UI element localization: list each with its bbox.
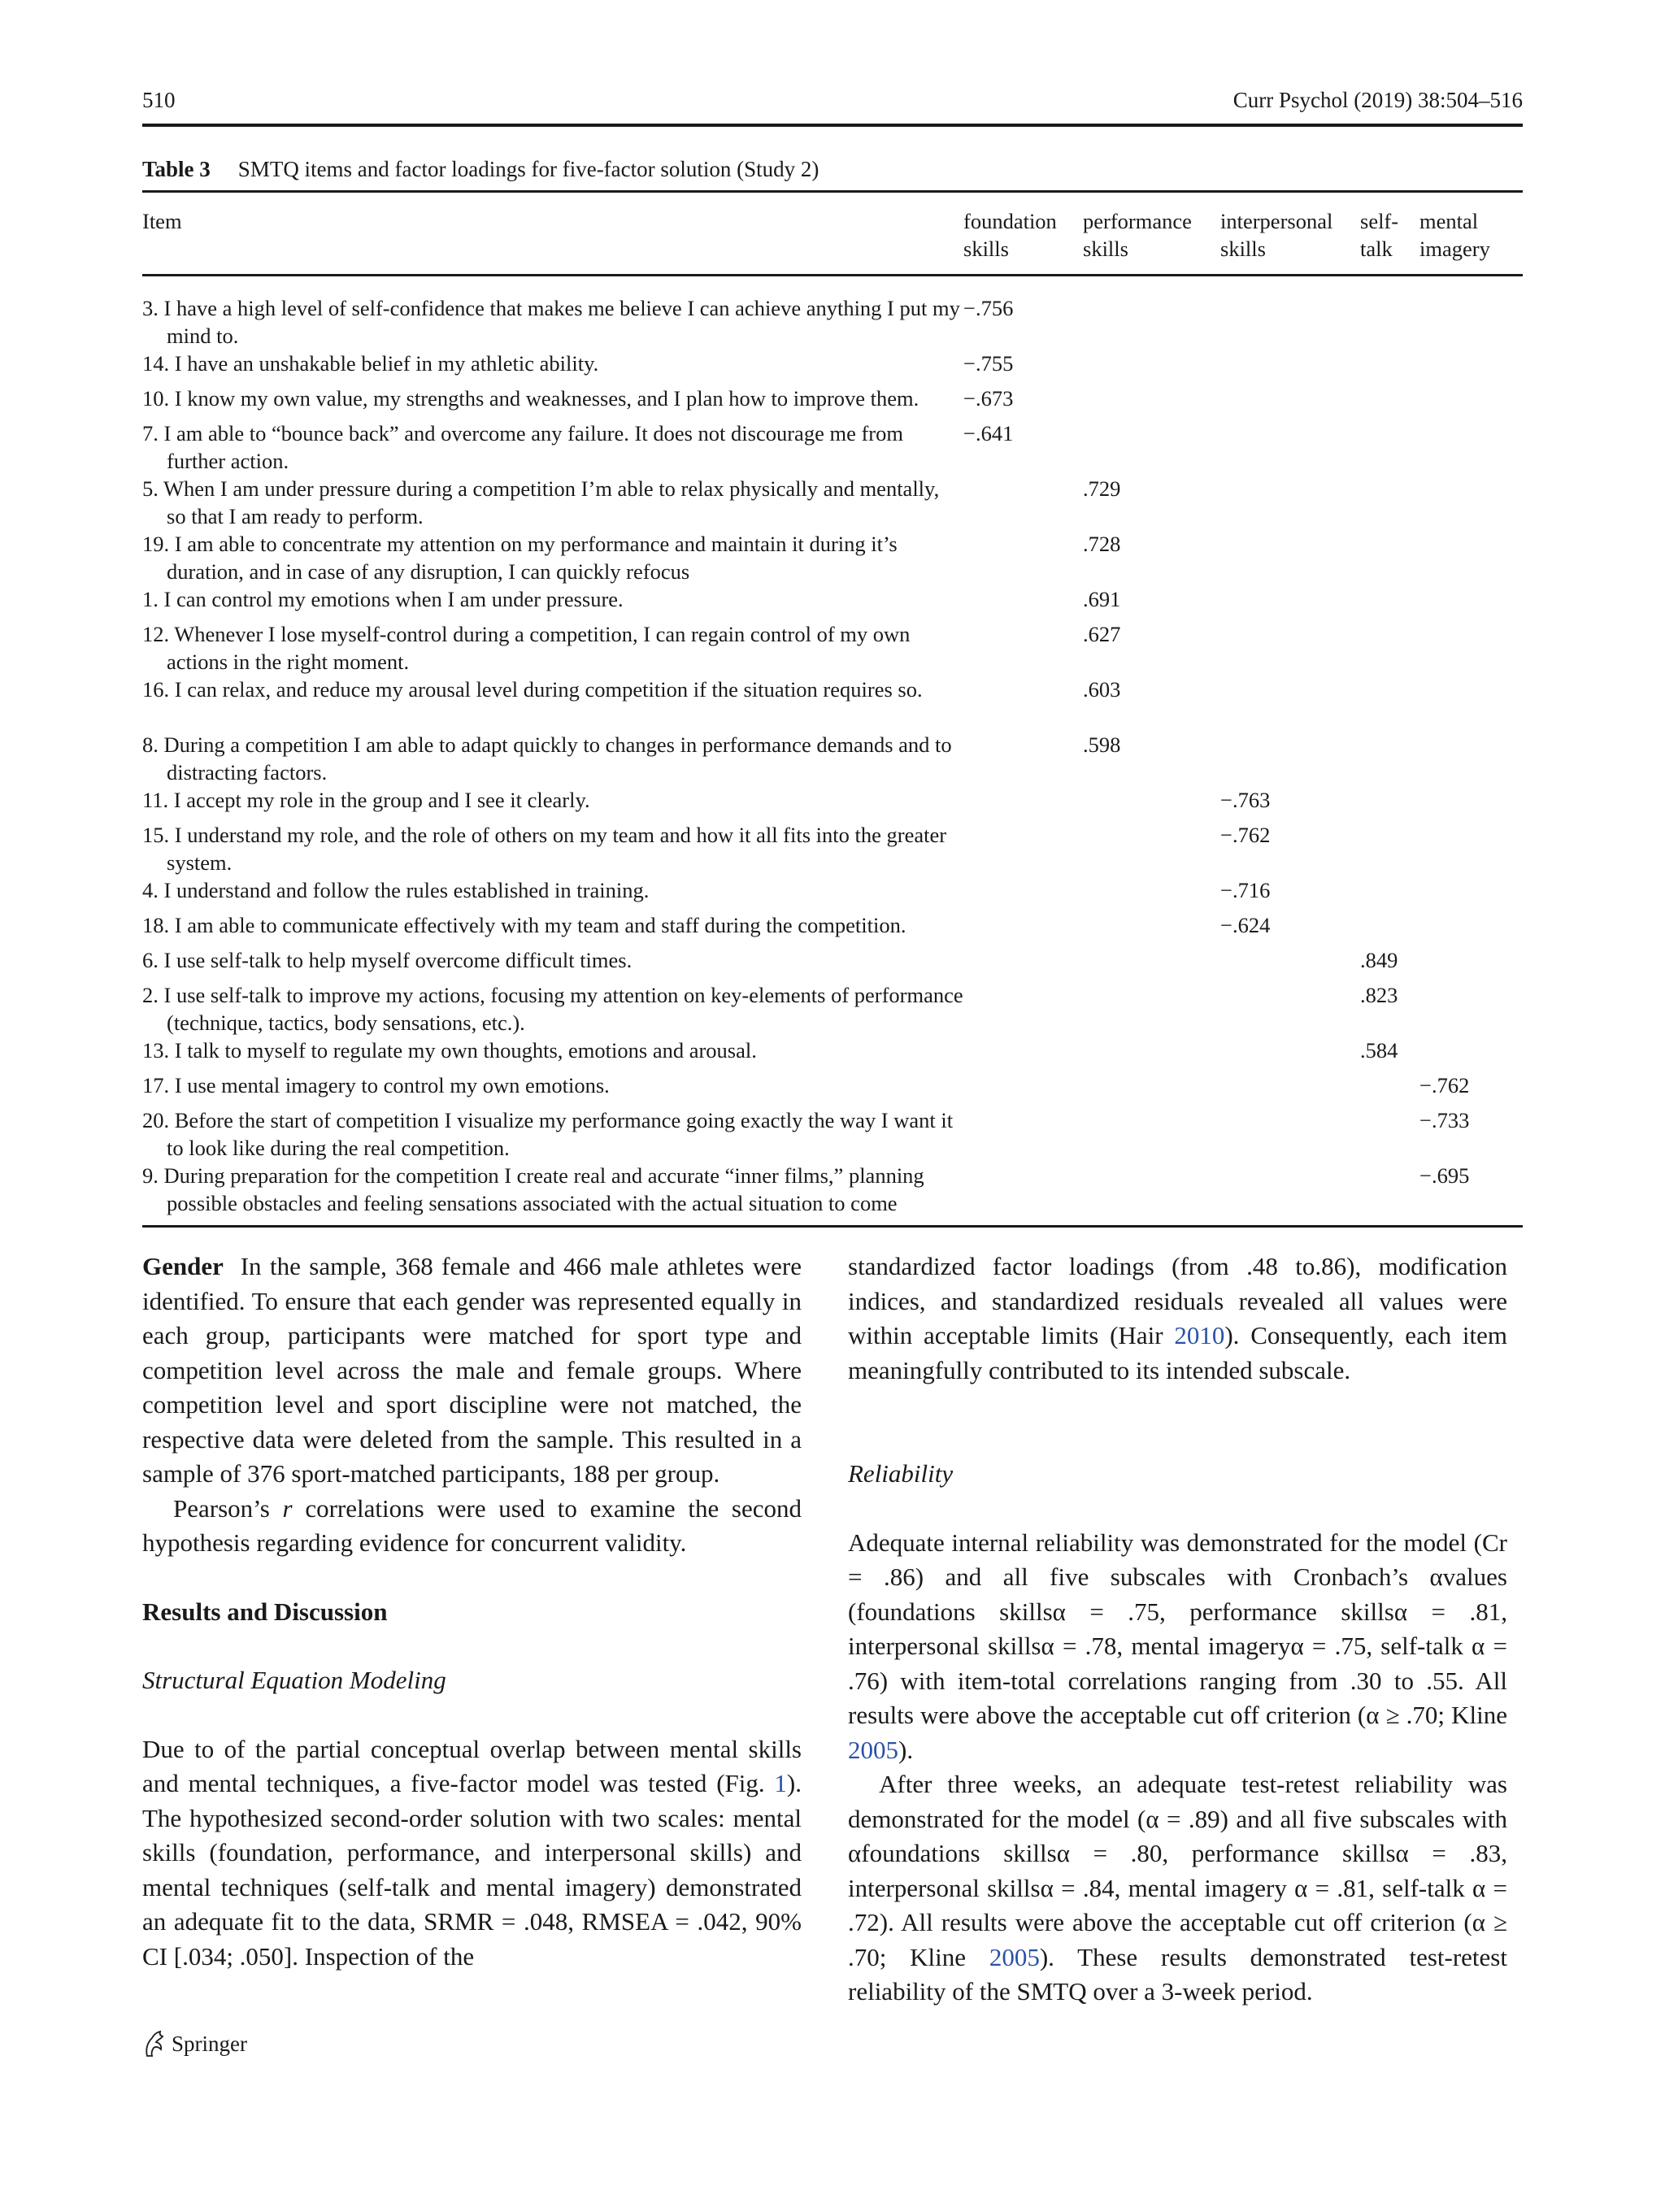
item-cell: 9. During preparation for the competition I create real and accurate “inner films,” planning possible obstacles and feeling sensations associated with the actual situation to come xyxy=(142,1162,963,1227)
table-header-row xyxy=(142,192,1523,276)
item-cell: 4. I understand and follow the rules established in training. xyxy=(142,878,650,902)
loading-cell xyxy=(1419,276,1523,350)
loading-cell xyxy=(1419,911,1523,946)
springer-horse-icon xyxy=(142,2030,167,2058)
item-cell: 18. I am able to communicate effectively with my team and staff during the competition. xyxy=(142,913,906,937)
retest-text-end: ). These results demonstrated test-retest reliability of the SMTQ over a 3-week period. xyxy=(848,1942,1507,2006)
loading-cell xyxy=(1419,585,1523,620)
loading-cell xyxy=(963,620,1083,676)
loading-cell xyxy=(1220,276,1360,350)
loading-cell xyxy=(1083,911,1220,946)
table-row xyxy=(142,585,1523,620)
loading-cell xyxy=(1083,350,1220,385)
table-row xyxy=(142,911,1523,946)
loading-cell xyxy=(1083,1162,1220,1227)
loading-cell xyxy=(963,530,1083,585)
loading-cell xyxy=(1360,419,1419,475)
item-cell: 3. I have a high level of self-confidence that makes me believe I can achieve anything I put my mind to. xyxy=(142,296,960,348)
table-row xyxy=(142,276,1523,350)
table-row xyxy=(142,385,1523,419)
loading-cell xyxy=(1360,475,1419,530)
loading-cell: .627 xyxy=(1083,622,1121,646)
sem-text: Due to of the partial conceptual overlap between mental skills and mental techniques, a five-factor model was tested (Fig. xyxy=(142,1734,802,1797)
loading-cell xyxy=(1419,821,1523,876)
loading-cell: .729 xyxy=(1083,476,1121,501)
table-row xyxy=(142,350,1523,385)
spacer xyxy=(142,1561,802,1595)
loading-cell xyxy=(963,731,1083,786)
table-row xyxy=(142,1106,1523,1162)
loading-cell xyxy=(1419,876,1523,911)
loading-cell xyxy=(1220,1036,1360,1071)
table-row xyxy=(142,530,1523,585)
loading-cell: −.733 xyxy=(1419,1108,1470,1132)
pearson-r: r xyxy=(282,1493,293,1523)
loading-cell xyxy=(1419,786,1523,821)
loading-cell xyxy=(963,876,1083,911)
loading-cell xyxy=(1419,946,1523,981)
sem-text-cont: ). The hypothesized second-order solution with two scales: mental skills (foundation, performance, and interpersonal skills) and mental techniques (self-talk and mental imagery) demonstrated an adequate fit to the data, SRMR = .048, RMSEA = .042, 90% CI [.034; .050]. Inspection of the xyxy=(142,1769,802,1971)
publisher-name: Springer xyxy=(172,2031,247,2056)
loading-cell xyxy=(963,1162,1083,1227)
table-row xyxy=(142,946,1523,981)
loading-cell xyxy=(1360,530,1419,585)
loading-cell: −.762 xyxy=(1220,823,1271,847)
loading-cell xyxy=(963,585,1083,620)
loading-cell xyxy=(1360,1106,1419,1162)
column-header: performance skills xyxy=(1083,192,1220,276)
loading-cell: .728 xyxy=(1083,532,1121,556)
column-header: foundation skills xyxy=(963,192,1083,276)
citation-link-hair[interactable]: 2010 xyxy=(1174,1321,1225,1349)
loading-cell xyxy=(1083,786,1220,821)
loading-cell xyxy=(1360,731,1419,786)
loading-cell xyxy=(1220,530,1360,585)
spacer xyxy=(848,1388,1507,1457)
table-label: Table 3 xyxy=(142,157,211,181)
loading-cell: −.695 xyxy=(1419,1162,1523,1227)
item-cell: 1. I can control my emotions when I am under pressure. xyxy=(142,587,624,611)
loading-cell xyxy=(1220,731,1360,786)
item-cell: 19. I am able to concentrate my attention on my performance and maintain it during it’s duration, and in case of any disruption, I can quickly refocus xyxy=(142,532,898,584)
item-cell: 8. During a competition I am able to adapt quickly to changes in performance demands and to distracting factors. xyxy=(142,732,952,784)
loading-cell: .598 xyxy=(1083,732,1121,757)
loading-cell xyxy=(1360,585,1419,620)
page-number: 510 xyxy=(142,88,176,112)
loading-cell xyxy=(963,1106,1083,1162)
loading-cell xyxy=(1220,1162,1360,1227)
loading-cell xyxy=(1419,385,1523,419)
table-row xyxy=(142,1162,1523,1227)
gender-paragraph xyxy=(142,1249,802,1492)
loading-cell xyxy=(963,981,1083,1036)
column-header: mental imagery xyxy=(1419,192,1523,276)
loading-cell xyxy=(1220,1106,1360,1162)
table-row xyxy=(142,1036,1523,1071)
loading-cell xyxy=(1220,946,1360,981)
citation-link-kline[interactable]: 2005 xyxy=(848,1735,898,1764)
reliability-text-end: ). xyxy=(898,1735,914,1764)
loading-cell xyxy=(1419,350,1523,385)
loading-cell xyxy=(1083,946,1220,981)
item-cell: 20. Before the start of competition I visualize my performance going exactly the way I want it to look like during the real competition. xyxy=(142,1108,954,1160)
loading-cell xyxy=(1360,1162,1419,1227)
loading-cell: .849 xyxy=(1360,948,1398,972)
reliability-paragraph xyxy=(848,1526,1507,1768)
loading-cell: .584 xyxy=(1360,1038,1398,1063)
item-cell: 14. I have an unshakable belief in my athletic ability. xyxy=(142,351,599,376)
pearson-text: Pearson’s xyxy=(173,1493,283,1523)
gender-text: In the sample, 368 female and 466 male athletes were identified. To ensure that each gender was represented equally in each group, participants were matched for sport type and competition level across the male and female groups. Where competition level and sport discipline were not matched, the respective data were deleted from the sample. This resulted in a sample of 376 sport-matched participants, 188 per group. xyxy=(142,1252,802,1488)
item-cell: 11. I accept my role in the group and I see it clearly. xyxy=(142,788,590,812)
loading-cell xyxy=(1419,419,1523,475)
loading-cell: −.641 xyxy=(963,421,1014,445)
table-row xyxy=(142,475,1523,530)
table-row xyxy=(142,676,1523,731)
right-text-column xyxy=(848,1249,1507,2010)
loading-cell xyxy=(1419,981,1523,1036)
loading-cell xyxy=(1360,620,1419,676)
item-cell: 10. I know my own value, my strengths and weaknesses, and I plan how to improve them. xyxy=(142,386,919,411)
loading-cell: −.762 xyxy=(1419,1073,1470,1097)
continued-text: standardized factor loadings (from .48 to.86), modification indices, and standardized residuals revealed all values were within acceptable limits (Hair xyxy=(848,1252,1507,1349)
factor-loadings-table xyxy=(142,190,1523,1228)
table-row xyxy=(142,1071,1523,1106)
loading-cell xyxy=(1083,1071,1220,1106)
loading-cell xyxy=(1419,620,1523,676)
loading-cell xyxy=(1360,821,1419,876)
loading-cell: −.716 xyxy=(1220,878,1271,902)
loading-cell: −.763 xyxy=(1220,788,1271,812)
journal-citation: Curr Psychol (2019) 38:504–516 xyxy=(1232,88,1523,112)
figure-link[interactable]: 1 xyxy=(774,1769,787,1797)
loading-cell xyxy=(1419,731,1523,786)
reliability-heading: Reliability xyxy=(848,1459,954,1488)
pearson-text-cont: correlations were used to examine the second hypothesis regarding evidence for concurrent validity. xyxy=(142,1493,802,1557)
loading-cell xyxy=(1419,530,1523,585)
loading-cell xyxy=(1083,1036,1220,1071)
retest-paragraph xyxy=(848,1767,1507,2010)
loading-cell: .691 xyxy=(1083,587,1121,611)
loading-cell xyxy=(963,946,1083,981)
loading-cell: −.673 xyxy=(963,386,1014,411)
loading-cell xyxy=(1083,385,1220,419)
loading-cell xyxy=(1083,1106,1220,1162)
loading-cell xyxy=(1220,676,1360,731)
loading-cell xyxy=(1360,276,1419,350)
loading-cell xyxy=(1220,350,1360,385)
loading-cell xyxy=(1220,385,1360,419)
loading-cell: −.755 xyxy=(963,351,1014,376)
table-row xyxy=(142,620,1523,676)
loading-cell xyxy=(1220,981,1360,1036)
column-header: Item xyxy=(142,192,963,276)
item-cell: 17. I use mental imagery to control my own emotions. xyxy=(142,1073,610,1097)
reliability-text: Adequate internal reliability was demonstrated for the model (Cr = .86) and all five subscales with Cronbach’s αvalues (foundations skillsα = .75, performance skillsα = .81, interpersonal skillsα = .78, mental imageryα = .75, self-talk α = .76) with item-total correlations ranging from .30 to .55. All results were above the acceptable cut off criterion (α ≥ .70; Kline xyxy=(848,1528,1507,1729)
loading-cell xyxy=(1360,350,1419,385)
item-cell: 12. Whenever I lose myself-control during a competition, I can regain control of my own actions in the right moment. xyxy=(142,622,911,674)
loading-cell xyxy=(1360,786,1419,821)
loading-cell xyxy=(1419,1036,1523,1071)
table-row xyxy=(142,821,1523,876)
sem-paragraph xyxy=(142,1732,802,1975)
loading-cell xyxy=(1220,1071,1360,1106)
publisher-footer xyxy=(142,2030,247,2058)
table-row xyxy=(142,419,1523,475)
column-header: self-talk xyxy=(1360,192,1419,276)
item-cell: 7. I am able to “bounce back” and overcome any failure. It does not discourage me from further action. xyxy=(142,421,903,473)
loading-cell xyxy=(963,821,1083,876)
loading-cell xyxy=(1083,821,1220,876)
loading-cell xyxy=(1360,676,1419,731)
table-caption xyxy=(142,157,819,182)
item-cell: 15. I understand my role, and the role of others on my team and how it all fits into the greater system. xyxy=(142,823,947,875)
loading-cell xyxy=(1083,876,1220,911)
column-header: interpersonal skills xyxy=(1220,192,1360,276)
loading-cell xyxy=(1083,981,1220,1036)
gender-run-in-head: Gender xyxy=(142,1252,224,1280)
left-text-column xyxy=(142,1249,802,1974)
loading-cell xyxy=(963,475,1083,530)
loading-cell: −.756 xyxy=(963,296,1014,320)
loading-cell xyxy=(1419,475,1523,530)
sem-heading: Structural Equation Modeling xyxy=(142,1666,446,1694)
loading-cell xyxy=(963,1071,1083,1106)
item-cell: 13. I talk to myself to regulate my own thoughts, emotions and arousal. xyxy=(142,1038,757,1063)
loading-cell xyxy=(1220,475,1360,530)
loading-cell xyxy=(1360,911,1419,946)
table-row xyxy=(142,876,1523,911)
table-body xyxy=(142,276,1523,1227)
loading-cell: .603 xyxy=(1083,677,1121,702)
results-heading: Results and Discussion xyxy=(142,1597,388,1626)
table-row xyxy=(142,786,1523,821)
continued-text-end: ). Consequently, each item meaningfully contributed to its intended subscale. xyxy=(848,1321,1508,1384)
loading-cell xyxy=(963,1036,1083,1071)
loading-cell xyxy=(963,676,1083,731)
loading-cell xyxy=(1419,676,1523,731)
item-cell: 5. When I am under pressure during a competition I’m able to relax physically and mentally, so that I am ready to perform. xyxy=(142,476,940,528)
item-cell: 16. I can relax, and reduce my arousal level during competition if the situation requires so. xyxy=(142,677,923,702)
table-row xyxy=(142,981,1523,1036)
citation-link-kline-2[interactable]: 2005 xyxy=(989,1942,1040,1971)
item-cell: 6. I use self-talk to help myself overcome difficult times. xyxy=(142,948,633,972)
loading-cell xyxy=(963,911,1083,946)
running-head xyxy=(142,88,1523,113)
table-row xyxy=(142,731,1523,786)
header-rule xyxy=(142,124,1523,127)
item-cell: 2. I use self-talk to improve my actions, focusing my attention on key-elements of performance (technique, tactics, body sensations, etc.). xyxy=(142,983,963,1035)
loading-cell: −.624 xyxy=(1220,913,1271,937)
loading-cell xyxy=(1360,385,1419,419)
loading-cell xyxy=(1220,620,1360,676)
loading-cell xyxy=(1360,876,1419,911)
loading-cell xyxy=(963,786,1083,821)
loading-cell xyxy=(1360,1071,1419,1106)
table-title: SMTQ items and factor loadings for five-factor solution (Study 2) xyxy=(237,157,819,181)
retest-text: After three weeks, an adequate test-retest reliability was demonstrated for the model (α = .89) and all five subscales with αfoundations skillsα = .80, performance skillsα = .83, interpersonal skillsα = .84, mental imagery α = .81, self-talk α = .72). All results were above the acceptable cut off criterion (α ≥ .70; Kline xyxy=(848,1770,1507,1971)
loading-cell xyxy=(1083,276,1220,350)
loading-cell xyxy=(1220,585,1360,620)
continued-paragraph xyxy=(848,1249,1507,1388)
loading-cell xyxy=(1083,419,1220,475)
loading-cell xyxy=(1220,419,1360,475)
loading-cell: .823 xyxy=(1360,983,1398,1007)
pearson-paragraph xyxy=(142,1492,802,1561)
